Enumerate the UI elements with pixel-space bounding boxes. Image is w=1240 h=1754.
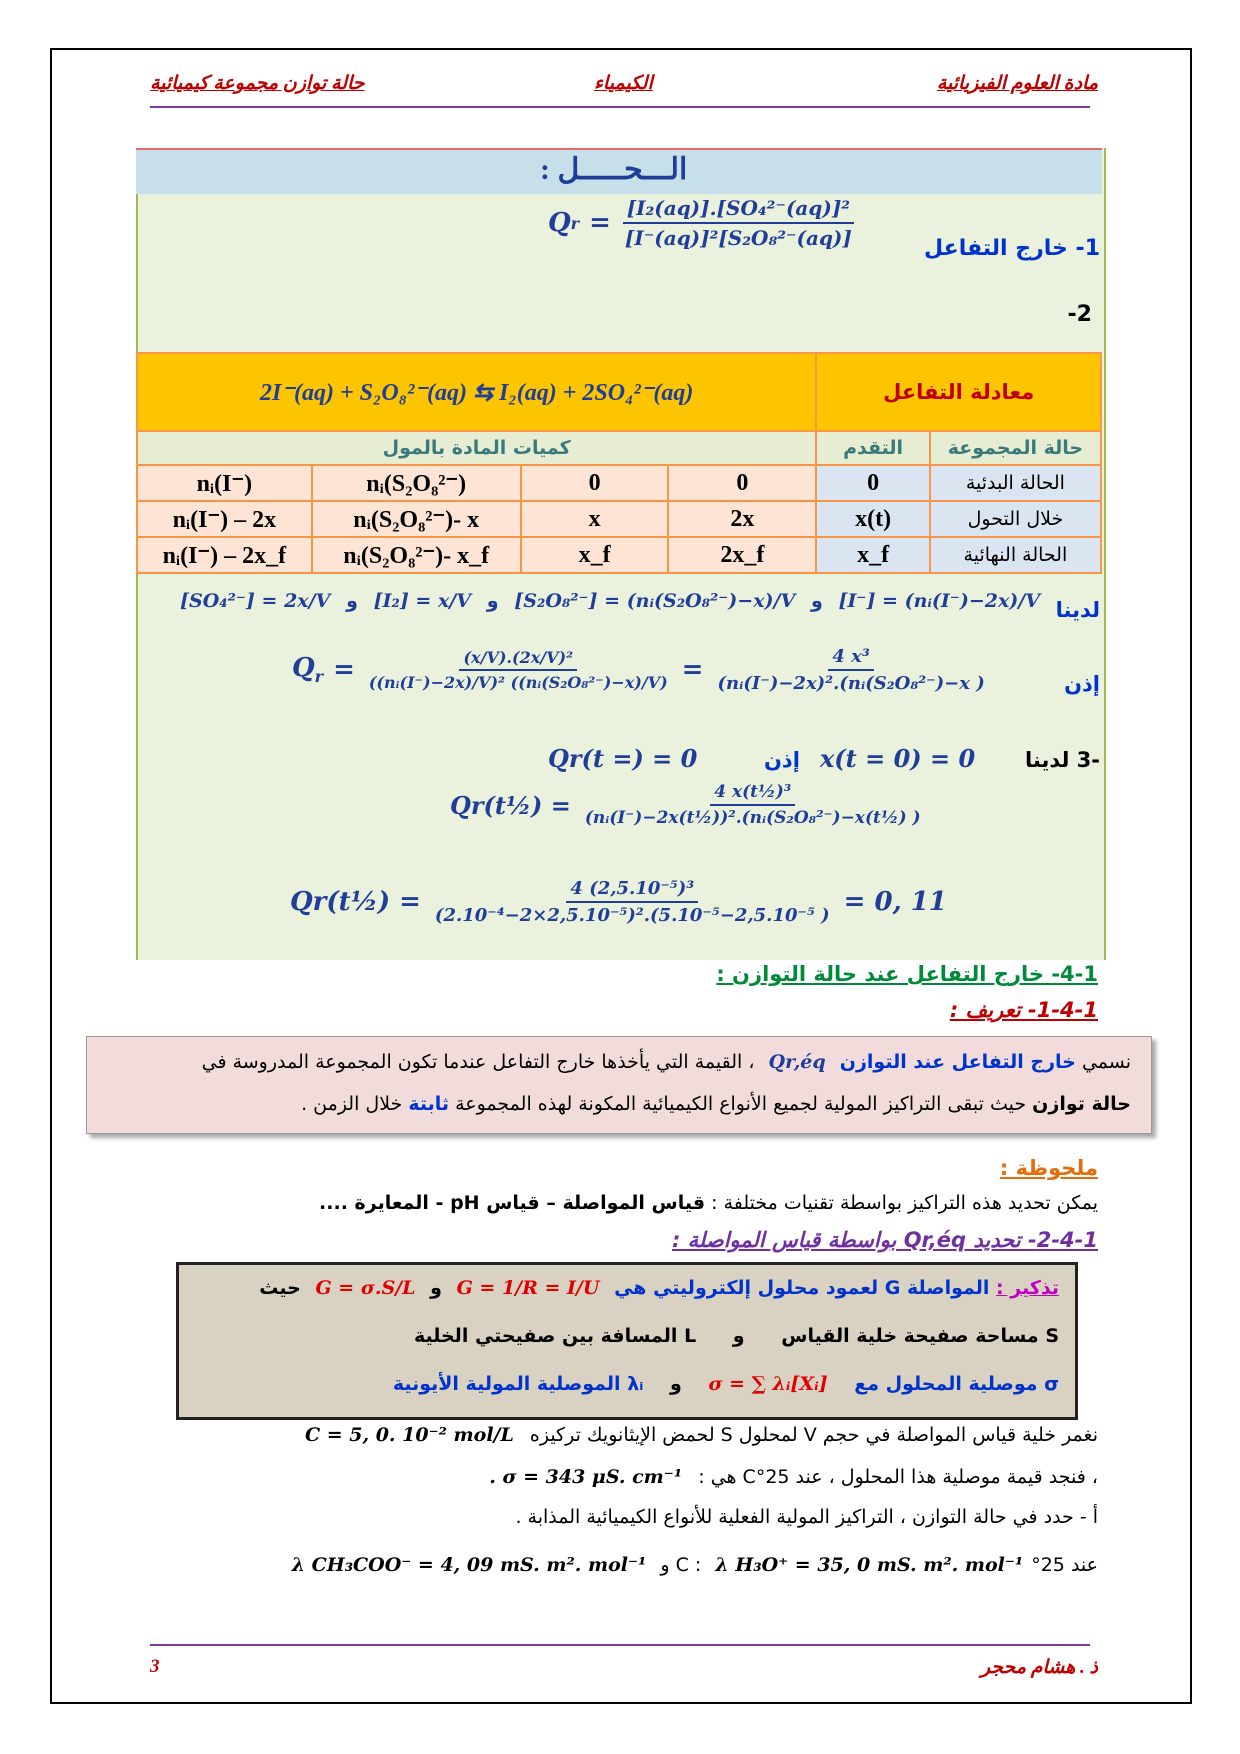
solution-title: الـــحـــــل :: [540, 153, 688, 186]
conc-s2o8: [S₂O₈²⁻] = (nᵢ(S₂O₈²⁻)−x)/V: [514, 590, 796, 612]
q2-label: -2: [1067, 302, 1092, 327]
advance-header: التقدم: [816, 431, 929, 465]
definition-line-1: نسمي خارج التفاعل عند التوازن Qr,éq ، القيمة التي يأخذها خارج التفاعل عندما تكون المجموعة المدروسة في: [201, 1051, 1131, 1073]
footer-author: ذ . هشام محجر: [980, 1657, 1098, 1678]
header-branch: الكيمياء: [594, 73, 653, 94]
header-subject: مادة العلوم الفيزيائية: [936, 73, 1098, 94]
definition-box: [86, 1036, 1152, 1134]
reaction-table: [136, 352, 1102, 574]
ladayna-label-1: لدينا: [1055, 598, 1100, 622]
concentrations-line: [SO₄²⁻] = 2x/V و [I₂] = x/V و [S₂O₈²⁻] = (nᵢ(S₂O₈²⁻)−x)/V و [I⁻] = (nᵢ(I⁻)−2x)/V: [180, 590, 1040, 612]
reminder-line-2: S مساحة صفيحة خلية القياس و L المسافة بين صفيحتي الخلية: [413, 1325, 1059, 1347]
table-row: nᵢ(I⁻) – 2x_f nᵢ(S₂O₈²⁻)- x_f x_f 2x_f x_f الحالة النهائية: [137, 537, 1101, 573]
state-header: حالة المجموعة: [930, 431, 1101, 465]
q1-label: 1- خارج التفاعل: [924, 236, 1100, 261]
reaction-equation: 2I⁻(aq) + S₂O₈²⁻(aq) ⇆ I₂(aq) + 2SO₄²⁻(aq): [137, 353, 816, 431]
page-number: 3: [150, 1656, 160, 1677]
paragraph-3: أ - حدد في حالة التوازن ، التراكيز المولية الفعلية للأنواع الكيميائية المذابة .: [515, 1506, 1098, 1528]
idhan-label-2: إذن: [764, 748, 800, 772]
reminder-box: [176, 1262, 1078, 1420]
table-row: nᵢ(I⁻) nᵢ(S₂O₈²⁻) 0 0 0 الحالة البدئية: [137, 465, 1101, 501]
section-4-1-title: 4-1- خارج التفاعل عند حالة التوازن :: [716, 962, 1098, 986]
conc-i2: [I₂] = x/V: [373, 590, 471, 612]
qr-half-numeric: Qr(t½) = $\frac{\text{4 (2,5.10⁻⁵)³}}{\text{(2.10⁻⁴−2×2,5.10⁻⁵)².(5.10⁻⁵−2,5.10⁻⁵ )}}$ = 0, 11: [290, 878, 947, 926]
subsection-2-title: 2-4-1- تحديد Qr,éq بواسطة قياس المواصلة :: [671, 1228, 1098, 1252]
reminder-line-3: σ موصلية المحلول مع σ = ∑ λᵢ[Xᵢ] و λᵢ الموصلية المولية الأيونية: [392, 1373, 1059, 1395]
definition-line-2: حالة توازن حيث تبقى التراكيز المولية لجميع الأنواع الكيميائية المكونة لهذه المجموعة ثابتة خلال الزمن .: [301, 1093, 1131, 1115]
footer-divider: [150, 1644, 1090, 1646]
qr-definition: Q r = $\frac{\text{[I₂(aq)].[SO₄²⁻(aq)]²}}{\text{[I⁻(aq)]²[S₂O₈²⁻(aq)]}}$: [548, 196, 856, 250]
x0-equation: x(t = 0) = 0: [820, 744, 976, 773]
reminder-line-1: تذكير : المواصلة G لعمود محلول إلكتروليتي هي G = 1/R = I/U و G = σ.S/L حيث: [259, 1277, 1059, 1299]
header-divider: [150, 106, 1090, 108]
header-topic: حالة توازن مجموعة كيميائية: [150, 73, 365, 94]
note-text: يمكن تحديد هذه التراكيز بواسطة تقنيات مختلفة : قياس المواصلة – قياس pH - المعايرة ....: [319, 1192, 1098, 1214]
table-row: nᵢ(I⁻) – 2x nᵢ(S₂O₈²⁻)- x x 2x x(t) خلال التحول: [137, 501, 1101, 537]
q3-label: -3 لدينا: [1024, 748, 1100, 772]
qr0-equation: Qr(t =) = 0: [548, 744, 698, 773]
paragraph-2: ، فنجد قيمة موصلية هذا المحلول ، عند 25°C هي : σ = 343 μS. cm⁻¹ .: [489, 1466, 1098, 1488]
conc-so4: [SO₄²⁻] = 2x/V: [180, 590, 331, 612]
conc-i: [I⁻] = (nᵢ(I⁻)−2x)/V: [838, 590, 1040, 612]
note-title: ملحوظة :: [999, 1156, 1098, 1180]
equation-label: معادلة التفاعل: [816, 353, 1101, 431]
paragraph-4: عند 25°C : λ H₃O⁺ = 35, 0 mS. m². mol⁻¹ و λ CH₃COO⁻ = 4, 09 mS. m². mol⁻¹: [291, 1554, 1098, 1576]
quantity-header: كميات المادة بالمول: [137, 431, 816, 465]
paragraph-1: نغمر خلية قياس المواصلة في حجم V لمحلول S لحمض الإيثانويك تركيزه C = 5, 0. 10⁻² mol/L: [304, 1424, 1098, 1446]
idhan-label-1: إذن: [1064, 672, 1100, 696]
definition-title: 1-4-1- تعريف :: [949, 998, 1098, 1022]
qr-half-symbolic: Qr(t½) = $\frac{\text{4 x(t½)³}}{\text{(nᵢ(I⁻)−2x(t½))².(nᵢ(S₂O₈²⁻)−x(t½) )}}$: [450, 782, 921, 828]
qr-general-expression: $Q_r$ = $\frac{\text{(x/V).(2x/V)²}}{\text{((nᵢ(I⁻)−2x)/V)² ((nᵢ(S₂O₈²⁻)−x)/V)}}$ = $\frac{\text{4 x³}}{\text{(nᵢ(I⁻)−2x)².(nᵢ(S₂O₈²⁻)−x )}}$: [292, 646, 985, 694]
